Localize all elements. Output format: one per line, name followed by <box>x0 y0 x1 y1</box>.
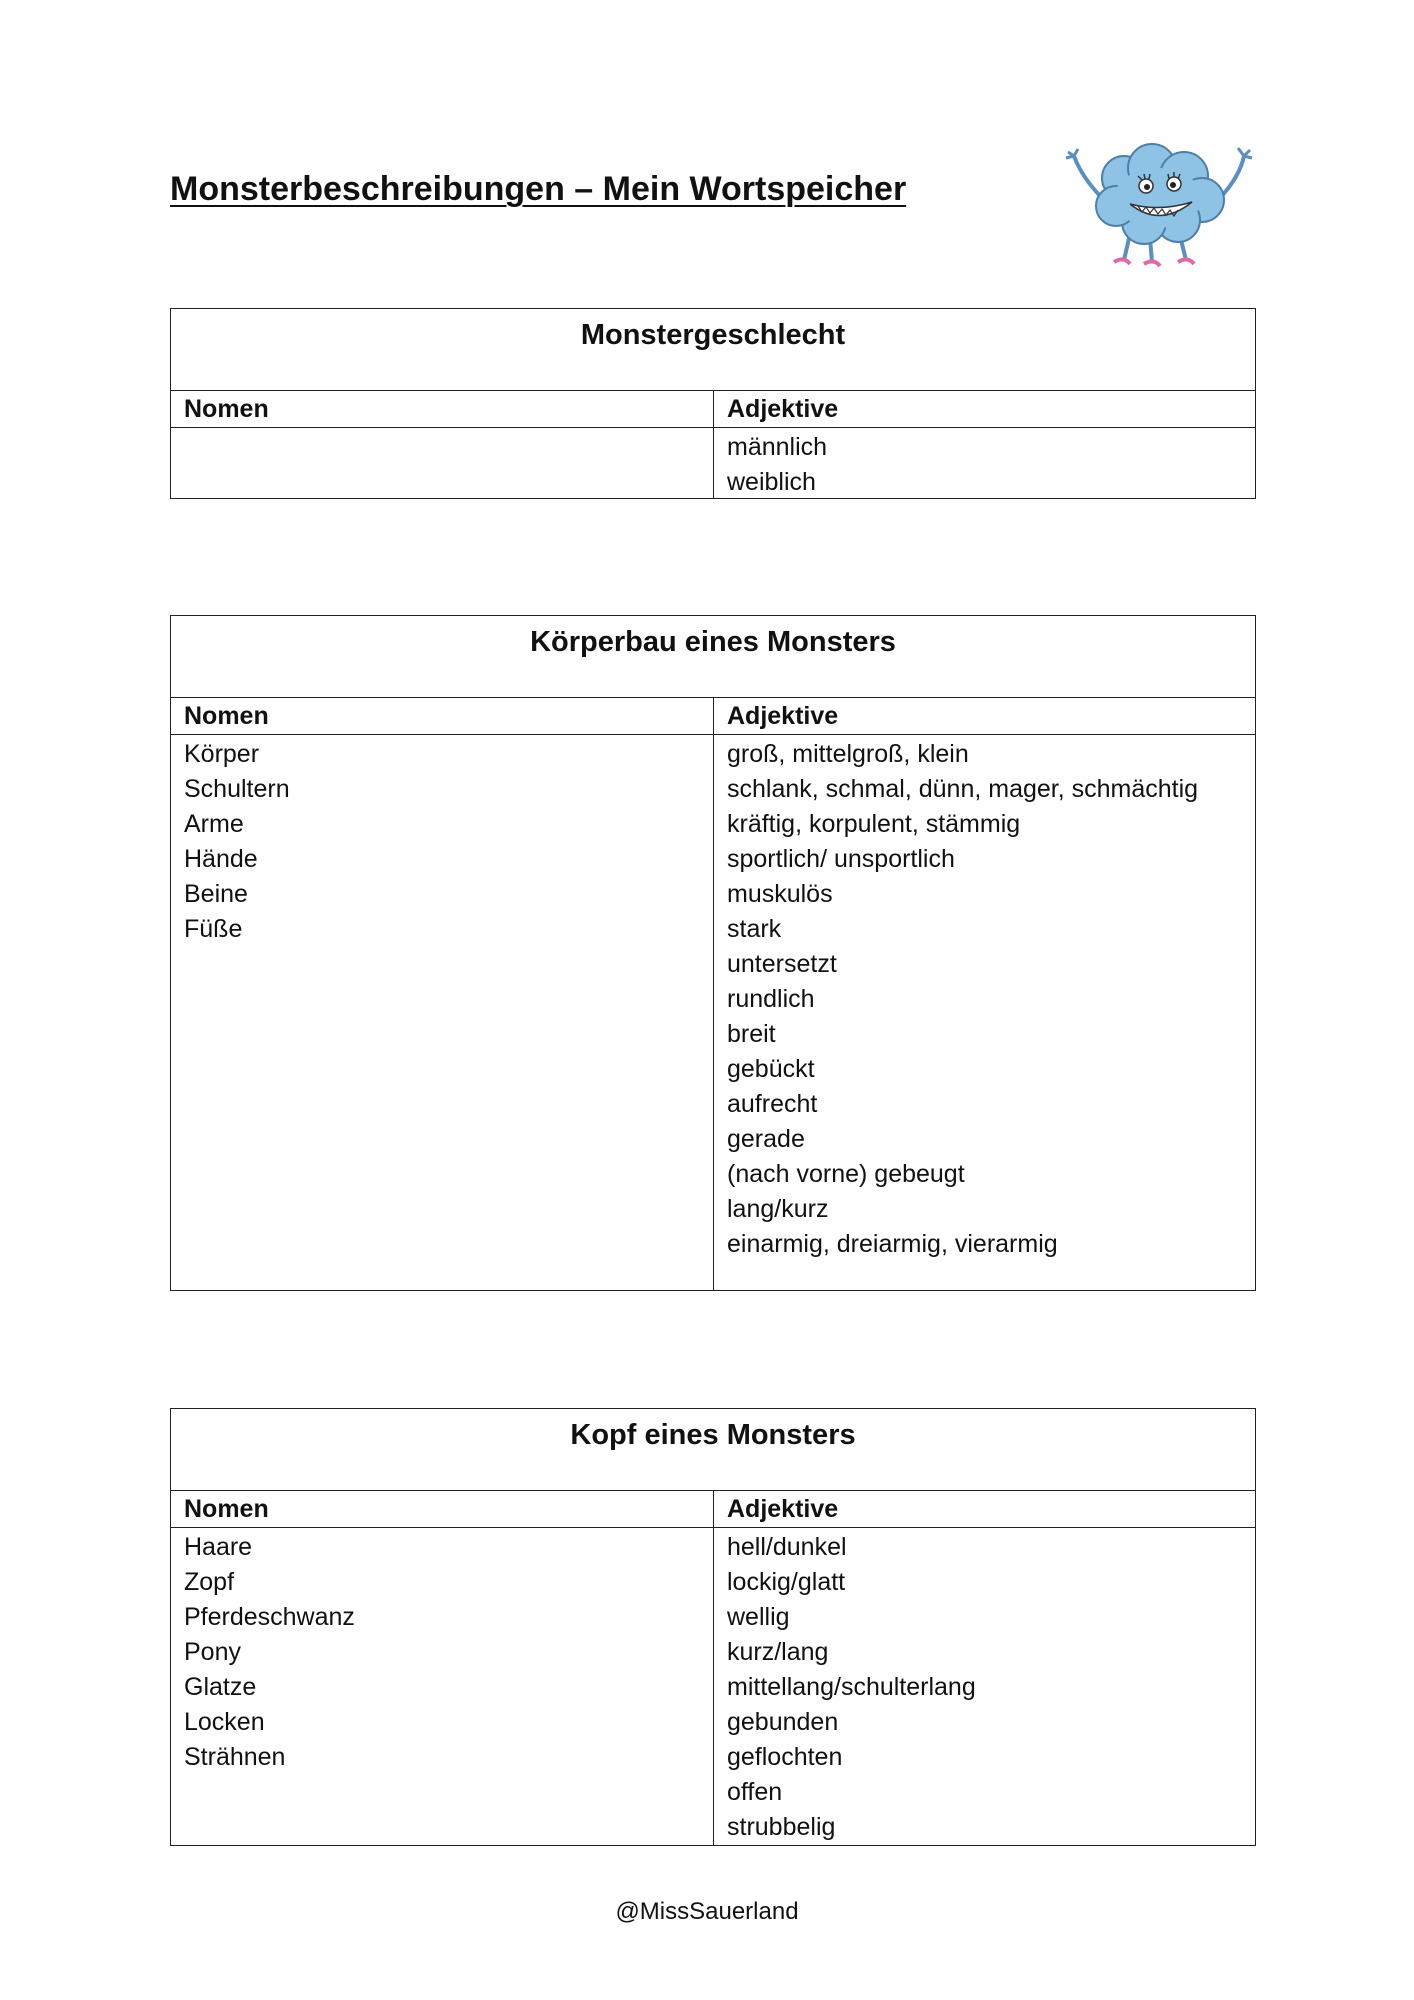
adjektive-list <box>727 735 1255 1262</box>
table-koerperbau <box>170 615 1256 1291</box>
list-item: (nach vorne) gebeugt <box>727 1160 965 1188</box>
column-header-adjektive: Adjektive <box>713 698 1255 734</box>
adjektive-column <box>713 428 1255 498</box>
table-heading: Körperbau eines Monsters <box>171 616 1255 698</box>
adjektive-list <box>727 428 1255 500</box>
list-item: mittellang/schulterlang <box>727 1673 976 1701</box>
list-item: Zopf <box>184 1568 235 1596</box>
list-item: gebückt <box>727 1055 815 1083</box>
column-header-adjektive: Adjektive <box>713 391 1255 427</box>
adjektive-list <box>727 1528 1255 1845</box>
list-item: Haare <box>184 1533 253 1561</box>
list-item: kräftig, korpulent, stämmig <box>727 810 1021 838</box>
column-header-nomen: Nomen <box>184 1495 269 1523</box>
nomen-column <box>171 735 713 1290</box>
list-item: Pony <box>184 1638 241 1666</box>
list-item: aufrecht <box>727 1090 818 1118</box>
list-item: Arme <box>184 810 244 838</box>
list-item: Beine <box>184 880 248 908</box>
table-heading: Kopf eines Monsters <box>171 1409 1255 1491</box>
list-item: groß, mittelgroß, klein <box>727 740 969 768</box>
nomen-list <box>184 1528 713 1775</box>
monster-illustration <box>1052 138 1262 278</box>
nomen-list <box>184 428 713 430</box>
list-item: Locken <box>184 1708 265 1736</box>
list-item: Körper <box>184 740 260 768</box>
list-item: breit <box>727 1020 776 1048</box>
list-item: strubbelig <box>727 1813 836 1841</box>
list-item: weiblich <box>727 468 816 496</box>
list-item: sportlich/ unsportlich <box>727 845 955 873</box>
column-header-nomen: Nomen <box>184 395 269 423</box>
adjektive-column <box>713 1528 1255 1845</box>
list-item: einarmig, dreiarmig, vierarmig <box>727 1230 1058 1258</box>
list-item: Strähnen <box>184 1743 286 1771</box>
nomen-column <box>171 428 713 498</box>
nomen-column <box>171 1528 713 1845</box>
list-item: hell/dunkel <box>727 1533 847 1561</box>
table-kopf <box>170 1408 1256 1846</box>
column-headers <box>171 1491 1255 1528</box>
list-item: männlich <box>727 433 828 461</box>
list-item: Hände <box>184 845 258 873</box>
table-heading: Monstergeschlecht <box>171 309 1255 391</box>
list-item: untersetzt <box>727 950 837 978</box>
list-item: wellig <box>727 1603 790 1631</box>
list-item: offen <box>727 1778 783 1806</box>
list-item: kurz/lang <box>727 1638 829 1666</box>
footer-credit: @MissSauerland <box>615 1898 799 1925</box>
list-item: stark <box>727 915 782 943</box>
list-item: Pferdeschwanz <box>184 1603 355 1631</box>
table-body <box>171 428 1255 498</box>
nomen-list <box>184 735 713 947</box>
list-item: Glatze <box>184 1673 257 1701</box>
list-item: gerade <box>727 1125 805 1153</box>
list-item: lang/kurz <box>727 1195 829 1223</box>
table-body <box>171 735 1255 1290</box>
list-item: geflochten <box>727 1743 843 1771</box>
table-monstergeschlecht <box>170 308 1256 499</box>
list-item: Schultern <box>184 775 290 803</box>
column-headers <box>171 391 1255 428</box>
column-header-nomen: Nomen <box>184 702 269 730</box>
list-item: Füße <box>184 915 243 943</box>
page-title: Monsterbeschreibungen – Mein Wortspeicher <box>170 170 907 208</box>
list-item: lockig/glatt <box>727 1568 846 1596</box>
adjektive-column <box>713 735 1255 1290</box>
list-item: gebunden <box>727 1708 839 1736</box>
list-item: schlank, schmal, dünn, mager, schmächtig <box>727 775 1199 803</box>
table-body <box>171 1528 1255 1845</box>
list-item: muskulös <box>727 880 833 908</box>
list-item: rundlich <box>727 985 815 1013</box>
column-headers <box>171 698 1255 735</box>
column-header-adjektive: Adjektive <box>713 1491 1255 1527</box>
